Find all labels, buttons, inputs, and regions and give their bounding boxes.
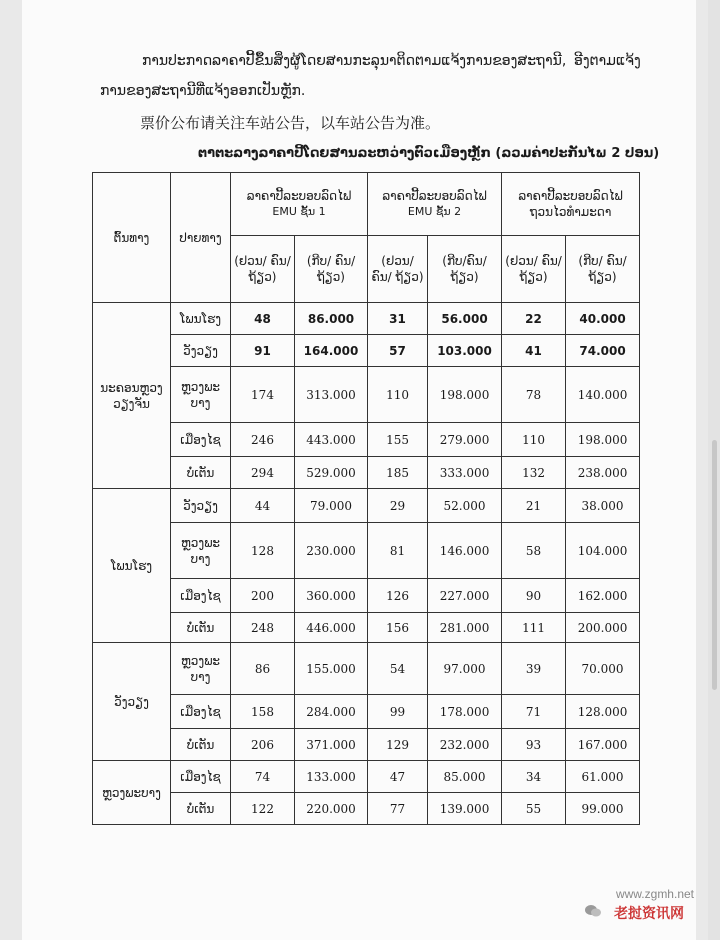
table-row: [93, 367, 640, 423]
fare-cell-c1k: 79.000: [295, 489, 368, 523]
header-class-1: [231, 173, 368, 236]
scrollbar-thumb[interactable]: [712, 440, 717, 690]
fare-cell-c2k: 103.000: [428, 335, 502, 367]
wechat-icon: [584, 904, 602, 918]
watermark-url: www.zgmh.net: [615, 887, 694, 901]
fare-cell-c3y: 58: [502, 523, 566, 579]
table-row: [93, 761, 640, 793]
fare-cell-c2k: 198.000: [428, 367, 502, 423]
fare-cell-c3y: 90: [502, 579, 566, 613]
fare-cell-c1y: 128: [231, 523, 295, 579]
fare-cell-c1y: 86: [231, 643, 295, 695]
origin-cell: ນະຄອນຫຼວງ ວຽງຈັນ: [93, 303, 171, 489]
header-class-1-line-b: EMU ຊັ້ນ 1: [272, 205, 326, 218]
table-row: [93, 523, 640, 579]
fare-cell-c2y: 29: [368, 489, 428, 523]
fare-cell-c2k: 333.000: [428, 457, 502, 489]
fare-cell-c2y: 99: [368, 695, 428, 729]
table-row: [93, 695, 640, 729]
fare-cell-c2y: 57: [368, 335, 428, 367]
fare-cell-c3y: 71: [502, 695, 566, 729]
fare-cell-c3k: 74.000: [566, 335, 640, 367]
table-row: [93, 579, 640, 613]
header-origin: ຕົ້ນທາງ: [93, 173, 171, 303]
fare-cell-c3k: 128.000: [566, 695, 640, 729]
fare-cell-c1k: 284.000: [295, 695, 368, 729]
fare-cell-c2y: 81: [368, 523, 428, 579]
header-unit-kip-c2: (ກີບ/ຄົນ/ ຖ້ຽວ): [428, 236, 502, 303]
fare-cell-c1y: 91: [231, 335, 295, 367]
fare-cell-c1k: 133.000: [295, 761, 368, 793]
fare-cell-c2y: 185: [368, 457, 428, 489]
header-class-2: [368, 173, 502, 236]
fare-cell-c3k: 99.000: [566, 793, 640, 825]
fare-cell-c1k: 443.000: [295, 423, 368, 457]
fare-cell-c3k: 238.000: [566, 457, 640, 489]
header-unit-yuan-c2: (ຢວນ/ ຄົນ/ ຖ້ຽວ): [368, 236, 428, 303]
fare-cell-c1k: 164.000: [295, 335, 368, 367]
table-row: [93, 793, 640, 825]
header-class-2-line-b: EMU ຊັ້ນ 2: [407, 205, 462, 218]
fare-cell-c2y: 129: [368, 729, 428, 761]
fare-cell-c1k: 371.000: [295, 729, 368, 761]
fare-cell-c2y: 47: [368, 761, 428, 793]
fare-cell-c2y: 31: [368, 303, 428, 335]
header-unit-yuan-c3: (ຢວນ/ ຄົນ/ ຖ້ຽວ): [502, 236, 566, 303]
fare-cell-c1k: 220.000: [295, 793, 368, 825]
destination-cell: ເມືອງໄຊ: [171, 579, 231, 613]
fare-cell-c2k: 56.000: [428, 303, 502, 335]
fare-cell-c1y: 122: [231, 793, 295, 825]
fare-cell-c2k: 279.000: [428, 423, 502, 457]
fare-cell-c3k: 200.000: [566, 613, 640, 643]
destination-cell: ບໍ່ເຕັນ: [171, 457, 231, 489]
header-destination: ປາຍທາງ: [171, 173, 231, 303]
table-row: [93, 335, 640, 367]
fare-cell-c2k: 178.000: [428, 695, 502, 729]
header-class-1-line-a: ລາຄາປີ້ລະບອບລົດໄຟ: [246, 189, 352, 203]
destination-cell: ບໍ່ເຕັນ: [171, 793, 231, 825]
fare-cell-c3k: 167.000: [566, 729, 640, 761]
fare-cell-c3k: 162.000: [566, 579, 640, 613]
scrollbar[interactable]: [708, 0, 720, 940]
fare-cell-c2y: 155: [368, 423, 428, 457]
fare-cell-c1y: 44: [231, 489, 295, 523]
fare-cell-c2y: 110: [368, 367, 428, 423]
table-row: [93, 643, 640, 695]
fare-cell-c3k: 40.000: [566, 303, 640, 335]
fare-cell-c1k: 230.000: [295, 523, 368, 579]
fare-cell-c2k: 139.000: [428, 793, 502, 825]
fare-cell-c2k: 227.000: [428, 579, 502, 613]
fare-table: [92, 172, 640, 825]
watermark-name: 老挝资讯网: [614, 905, 684, 921]
fare-cell-c3k: 38.000: [566, 489, 640, 523]
fare-cell-c1y: 174: [231, 367, 295, 423]
fare-cell-c2k: 232.000: [428, 729, 502, 761]
table-row: [93, 729, 640, 761]
destination-cell: ຫຼວງພະ ບາງ: [171, 367, 231, 423]
fare-cell-c2k: 97.000: [428, 643, 502, 695]
intro-line-2: ການຂອງສະຖານີທີ່ແຈ້ງອອກເປັນຫຼັກ.: [100, 83, 306, 99]
table-row: [93, 613, 640, 643]
fare-cell-c3k: 104.000: [566, 523, 640, 579]
fare-cell-c3y: 34: [502, 761, 566, 793]
destination-cell: ຫຼວງພະ ບາງ: [171, 523, 231, 579]
fare-cell-c3y: 21: [502, 489, 566, 523]
table-row: [93, 303, 640, 335]
fare-cell-c3k: 70.000: [566, 643, 640, 695]
fare-cell-c3y: 132: [502, 457, 566, 489]
fare-cell-c3y: 41: [502, 335, 566, 367]
table-row: [93, 423, 640, 457]
fare-cell-c2k: 281.000: [428, 613, 502, 643]
header-class-3: [502, 173, 640, 236]
origin-cell: ວັງວຽງ: [93, 643, 171, 761]
fare-cell-c3y: 22: [502, 303, 566, 335]
fare-cell-c1y: 200: [231, 579, 295, 613]
fare-cell-c3k: 198.000: [566, 423, 640, 457]
fare-cell-c3y: 78: [502, 367, 566, 423]
header-unit-kip-c1: (ກີບ/ ຄົນ/ ຖ້ຽວ): [295, 236, 368, 303]
fare-cell-c1k: 155.000: [295, 643, 368, 695]
intro-line-1-end: ອີງຕາມແຈ້ງ: [574, 53, 641, 69]
fare-cell-c2k: 52.000: [428, 489, 502, 523]
fare-cell-c1y: 246: [231, 423, 295, 457]
destination-cell: ເມືອງໄຊ: [171, 423, 231, 457]
origin-cell: ໂພນໂຮງ: [93, 489, 171, 643]
header-row-classes: [93, 173, 640, 236]
fare-cell-c2k: 146.000: [428, 523, 502, 579]
fare-cell-c3y: 55: [502, 793, 566, 825]
fare-cell-c1y: 206: [231, 729, 295, 761]
table-row: [93, 457, 640, 489]
fare-cell-c3y: 39: [502, 643, 566, 695]
fare-cell-c2y: 77: [368, 793, 428, 825]
table-title: ຕາຕະລາງລາຄາປີ້ໂດຍສານລະຫວ່າງຕົວເມືອງຫຼັກ (ລວມຄ່າປະກັນໄພ 2 ປອນ): [198, 146, 660, 161]
fare-cell-c2k: 85.000: [428, 761, 502, 793]
origin-cell: ຫຼວງພະບາງ: [93, 761, 171, 825]
header-class-2-line-a: ລາຄາປີ້ລະບອບລົດໄຟ: [382, 189, 487, 203]
fare-cell-c2y: 156: [368, 613, 428, 643]
fare-cell-c2y: 54: [368, 643, 428, 695]
intro-line-1: ການປະກາດລາຄາປີ້ຂຶ້ນສິ່ງຜູ້ໂດຍສານກະລຸນາຕິດຕາມແຈ້ງການຂອງສະຖານີ,: [142, 53, 567, 69]
fare-cell-c3y: 93: [502, 729, 566, 761]
fare-cell-c3y: 111: [502, 613, 566, 643]
destination-cell: ວັງວຽງ: [171, 335, 231, 367]
header-unit-yuan-c1: (ຢວນ/ ຄົນ/ ຖ້ຽວ): [231, 236, 295, 303]
fare-cell-c3y: 110: [502, 423, 566, 457]
fare-cell-c1y: 158: [231, 695, 295, 729]
destination-cell: ເມືອງໄຊ: [171, 761, 231, 793]
header-class-3-line-a: ລາຄາປີ້ລະບອບລົດໄຟ: [518, 189, 623, 203]
fare-cell-c1k: 360.000: [295, 579, 368, 613]
table-row: [93, 489, 640, 523]
destination-cell: ບໍ່ເຕັນ: [171, 729, 231, 761]
fare-cell-c1k: 529.000: [295, 457, 368, 489]
header-class-3-line-b: ຖວນໄວທຳມະດາ: [529, 205, 612, 219]
fare-cell-c1k: 313.000: [295, 367, 368, 423]
header-unit-kip-c3: (ກີບ/ ຄົນ/ ຖ້ຽວ): [566, 236, 640, 303]
fare-cell-c1y: 248: [231, 613, 295, 643]
fare-cell-c1y: 48: [231, 303, 295, 335]
fare-cell-c1k: 446.000: [295, 613, 368, 643]
fare-cell-c3k: 140.000: [566, 367, 640, 423]
fare-cell-c1k: 86.000: [295, 303, 368, 335]
destination-cell: ວັງວຽງ: [171, 489, 231, 523]
fare-cell-c1y: 74: [231, 761, 295, 793]
destination-cell: ໂພນໂຮງ: [171, 303, 231, 335]
destination-cell: ເມືອງໄຊ: [171, 695, 231, 729]
fare-cell-c2y: 126: [368, 579, 428, 613]
fare-cell-c1y: 294: [231, 457, 295, 489]
destination-cell: ບໍ່ເຕັນ: [171, 613, 231, 643]
intro-chinese-line: 票价公布请关注车站公告，以车站公告为准。: [140, 114, 441, 132]
fare-cell-c3k: 61.000: [566, 761, 640, 793]
destination-cell: ຫຼວງພະ ບາງ: [171, 643, 231, 695]
